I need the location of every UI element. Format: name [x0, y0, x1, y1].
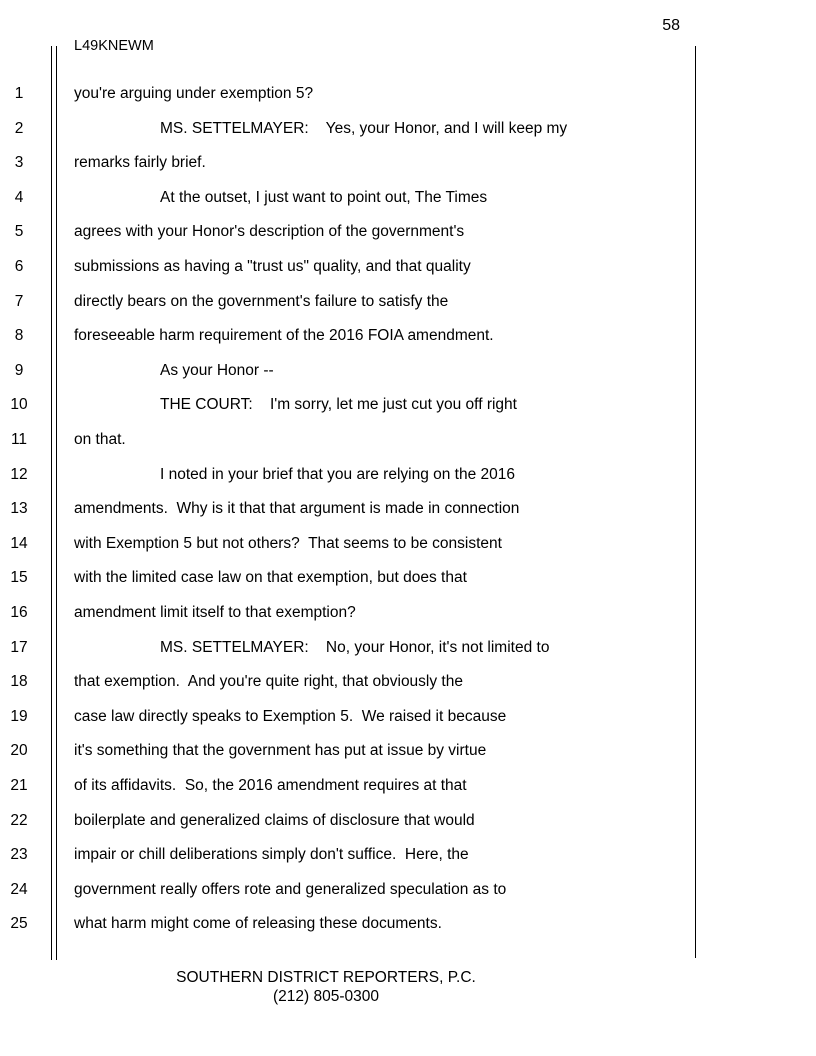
line-number: 2 — [14, 119, 24, 137]
line-text: with the limited case law on that exemption, but does that — [74, 569, 467, 587]
transcript-line — [0, 429, 700, 451]
transcript-line — [0, 775, 700, 797]
line-text: boilerplate and generalized claims of disclosure that would — [74, 811, 475, 829]
line-text: amendment limit itself to that exemption? — [74, 604, 356, 621]
transcript-line — [0, 844, 700, 866]
line-text: it's something that the government has put at issue by virtue — [74, 742, 487, 760]
line-number: 6 — [14, 258, 24, 275]
line-text: case law directly speaks to Exemption 5. We raised it because — [74, 707, 507, 725]
transcript-line — [0, 221, 700, 243]
transcript-line — [0, 498, 700, 520]
transcript-line — [0, 360, 700, 382]
transcript-line — [0, 256, 700, 278]
line-number: 22 — [10, 811, 28, 829]
line-text: on that. — [74, 431, 126, 448]
line-number: 12 — [10, 465, 28, 483]
line-number: 18 — [10, 673, 28, 691]
transcript-line — [0, 464, 700, 486]
line-text: that exemption. And you're quite right, that obviously the — [74, 673, 463, 691]
line-text: with Exemption 5 but not others? That seems to be consistent — [74, 534, 502, 552]
line-number: 3 — [14, 154, 24, 172]
transcript-line — [0, 879, 700, 901]
transcript-line — [0, 291, 700, 313]
transcript-line — [0, 671, 700, 693]
line-number: 14 — [10, 534, 28, 552]
line-text: directly bears on the government's failure to satisfy the — [74, 292, 449, 310]
line-text: government really offers rote and generalized speculation as to — [74, 880, 507, 898]
transcript-line — [0, 637, 700, 659]
line-text: THE COURT: I'm sorry, let me just cut you off right — [160, 396, 517, 414]
line-number: 7 — [14, 292, 24, 310]
transcript-line — [0, 567, 700, 589]
line-text: remarks fairly brief. — [74, 154, 206, 172]
transcript-line — [0, 740, 700, 762]
line-text: amendments. Why is it that that argument is made in connection — [74, 500, 520, 518]
line-text: of its affidavits. So, the 2016 amendment requires at that — [74, 777, 467, 794]
transcript-line — [0, 810, 700, 832]
case-identifier: L49KNEWM — [74, 38, 154, 54]
transcript-line — [0, 913, 700, 935]
transcript-line — [0, 706, 700, 728]
line-text: I noted in your brief that you are relying on the 2016 — [160, 465, 516, 483]
line-text: impair or chill deliberations simply don't suffice. Here, the — [74, 846, 469, 864]
line-number: 19 — [10, 707, 28, 725]
line-number: 15 — [10, 569, 28, 587]
transcript-line — [0, 533, 700, 555]
line-text: agrees with your Honor's description of the government's — [74, 223, 465, 241]
line-number: 13 — [10, 500, 28, 518]
transcript-line — [0, 118, 700, 140]
line-number: 10 — [10, 396, 28, 414]
transcript-line — [0, 187, 700, 209]
line-number: 11 — [10, 431, 28, 448]
line-number: 5 — [14, 223, 24, 241]
transcript-line — [0, 602, 700, 624]
line-number: 21 — [10, 777, 28, 794]
line-number: 24 — [10, 880, 28, 898]
line-number: 8 — [14, 327, 24, 345]
line-text: foreseeable harm requirement of the 2016 FOIA amendment. — [74, 327, 494, 345]
line-text: At the outset, I just want to point out, The Times — [160, 188, 488, 206]
reporter-name: SOUTHERN DISTRICT REPORTERS, P.C. — [176, 969, 476, 986]
transcript-line — [0, 394, 700, 416]
line-number: 4 — [14, 188, 24, 206]
line-number: 20 — [10, 742, 28, 760]
line-text: you're arguing under exemption 5? — [74, 85, 314, 102]
line-text: MS. SETTELMAYER: No, your Honor, it's not limited to — [160, 638, 550, 656]
line-text: what harm might come of releasing these documents. — [74, 915, 442, 933]
line-number: 23 — [10, 846, 28, 864]
line-number: 17 — [10, 638, 28, 656]
page-number: 58 — [662, 17, 680, 34]
line-number: 9 — [14, 361, 24, 379]
transcript-line — [0, 83, 700, 105]
transcript-line — [0, 325, 700, 347]
line-number: 1 — [14, 85, 24, 102]
line-number: 16 — [10, 604, 28, 621]
reporter-phone: (212) 805-0300 — [273, 988, 379, 1005]
reporter-footer — [0, 968, 652, 1006]
transcript-line — [0, 152, 700, 174]
line-text: MS. SETTELMAYER: Yes, your Honor, and I will keep my — [160, 119, 568, 137]
line-number: 25 — [10, 915, 28, 933]
line-text: As your Honor -- — [160, 361, 274, 379]
line-text: submissions as having a "trust us" quality, and that quality — [74, 258, 471, 275]
